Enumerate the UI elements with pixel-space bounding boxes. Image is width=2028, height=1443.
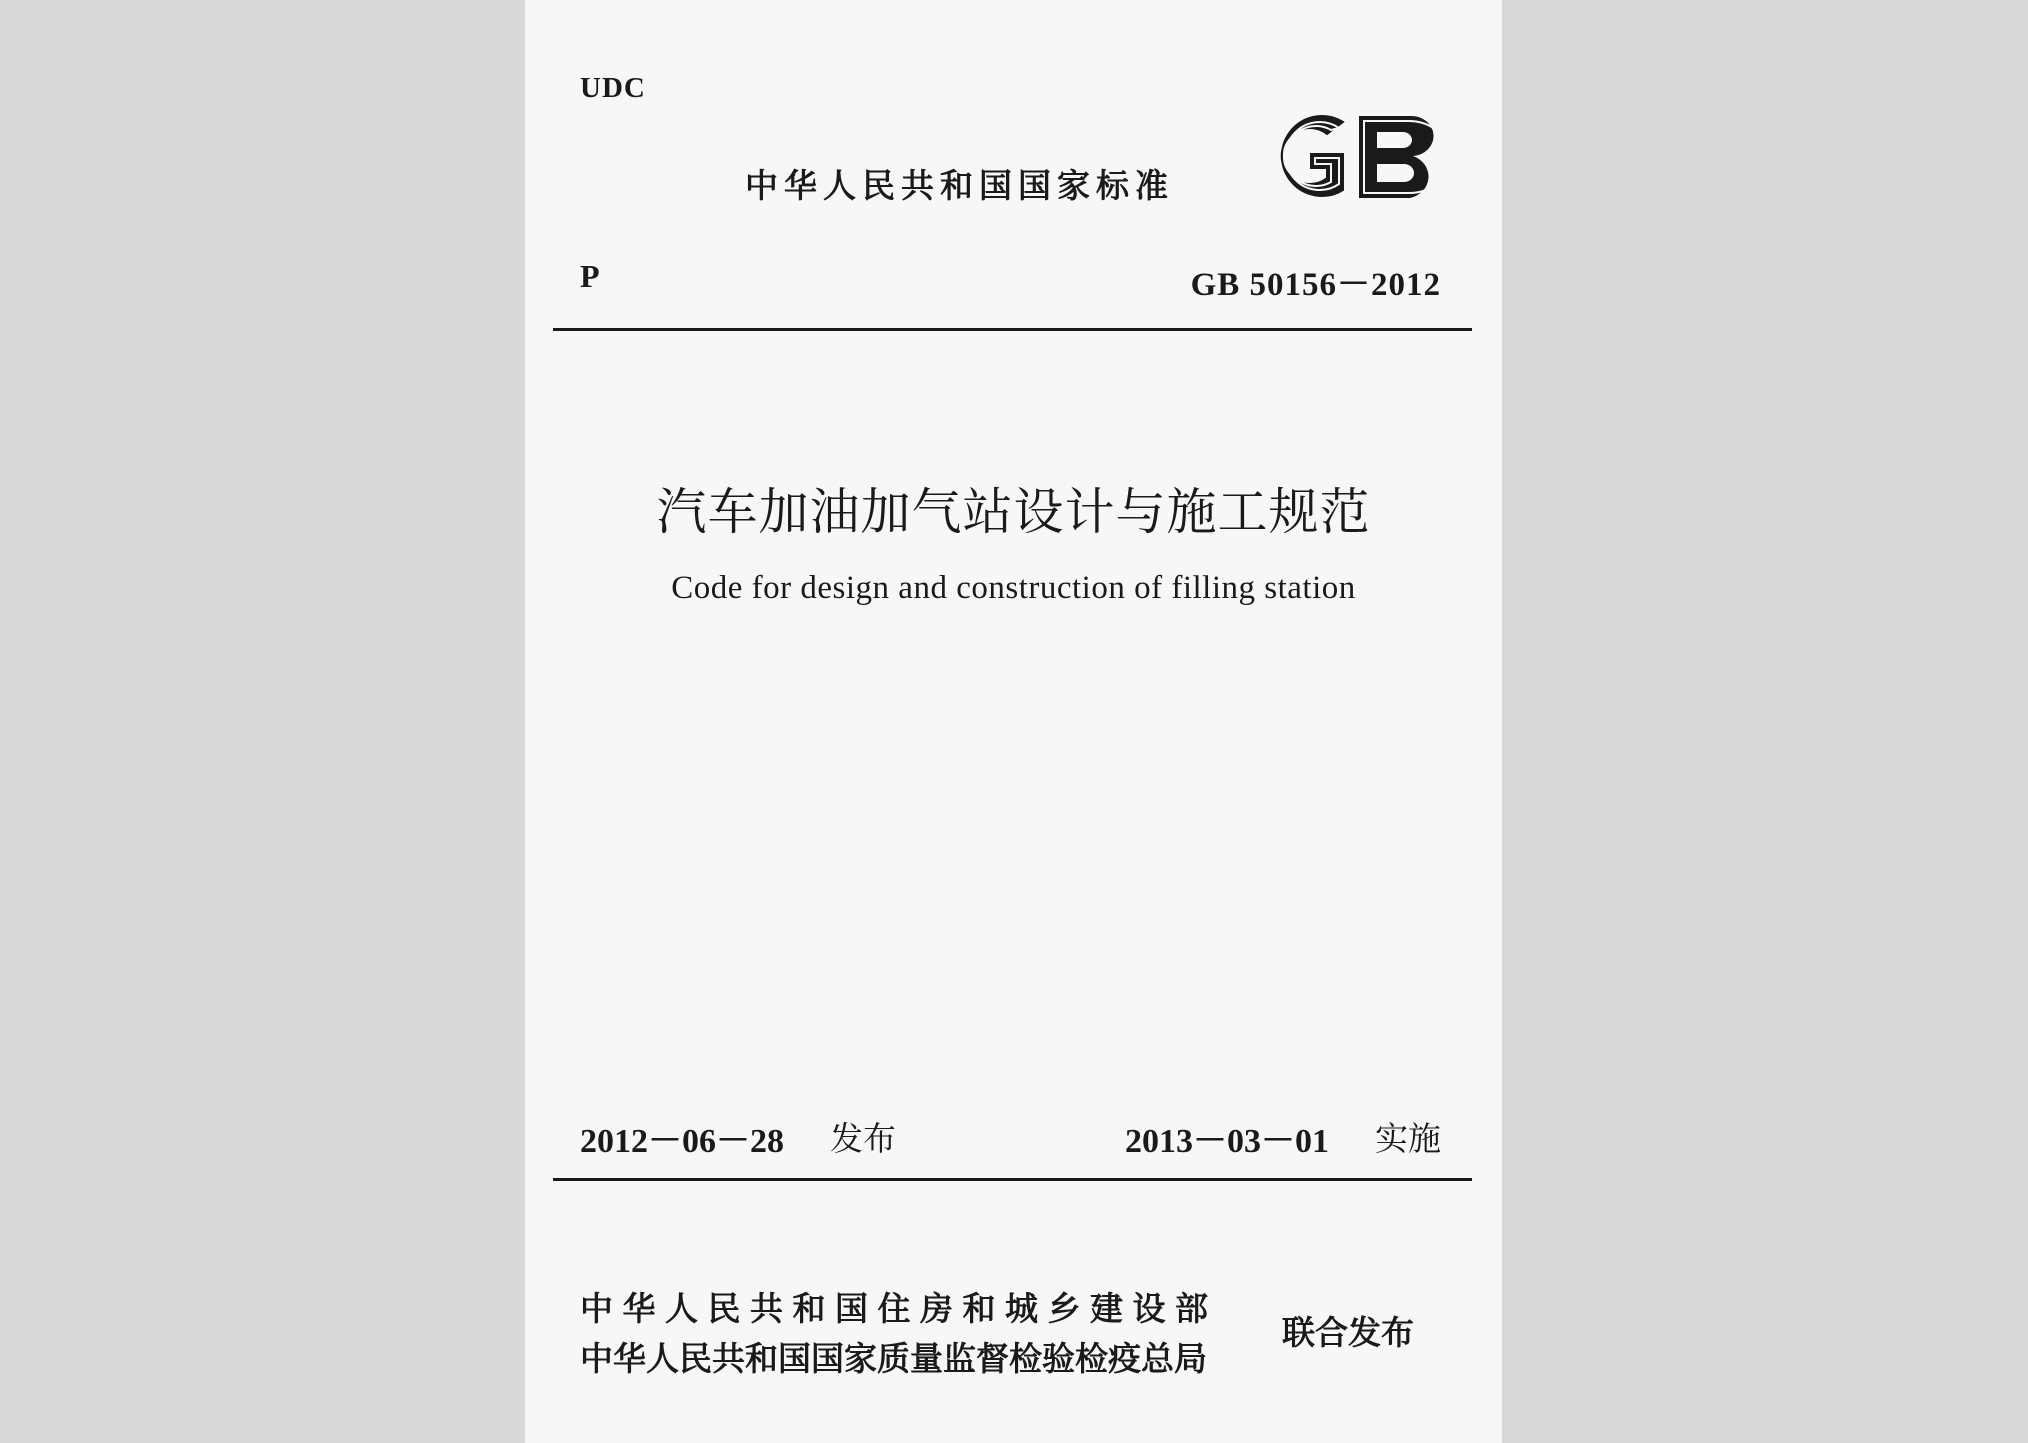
national-standard-heading: 中华人民共和国国家标准 [745,166,1174,205]
publish-label: 发布 [830,1119,896,1158]
title-chinese: 汽车加油加气站设计与施工规范 [656,483,1371,541]
category-code: P [580,258,600,294]
title-english: Code for design and construction of filling station [671,570,1356,606]
effective-date: 2013－03－01 [1125,1123,1329,1160]
issuer-ministry-housing: 中华人民共和国住房和城乡建设部 [580,1289,1218,1328]
udc-label: UDC [580,72,646,104]
standard-number: GB 50156－2012 [1190,267,1441,303]
publish-date: 2012－06－28 [580,1123,784,1160]
standard-cover-page [525,0,1502,1443]
effective-label: 实施 [1375,1119,1441,1158]
issuer-aqsiq: 中华人民共和国国家质量监督检验检疫总局 [580,1339,1207,1378]
bottom-divider [553,1178,1472,1181]
gb-logo-text: GB [1165,8,1167,9]
joint-issue-label: 联合发布 [1282,1313,1414,1352]
gb-logo [1165,8,1445,204]
top-divider [553,328,1472,331]
